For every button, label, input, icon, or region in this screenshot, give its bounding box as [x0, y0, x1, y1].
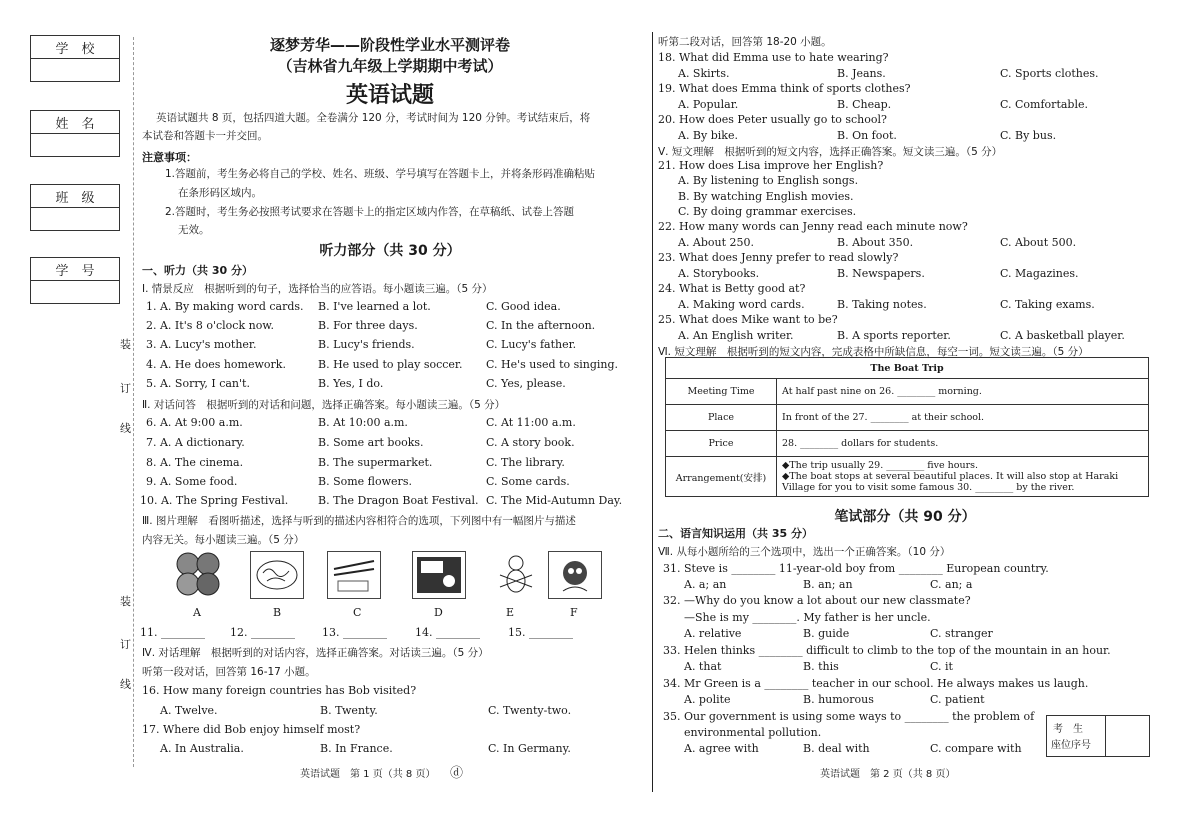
- page-footer: 英语试题 第 2 页（共 8 页）: [820, 769, 956, 780]
- table-title: The Boat Trip: [666, 358, 1149, 379]
- option-a[interactable]: 1. A. By making word cards.: [146, 300, 304, 313]
- name-label: 姓 名: [31, 111, 119, 134]
- question-text: 17. Where did Bob enjoy himself most?: [142, 723, 361, 736]
- option-b[interactable]: B. deal with: [803, 742, 870, 755]
- part-instruction: Ⅲ. 图片理解 看图听描述，选择与听到的描述内容相符合的选项，下列图中有一幅图片与描述: [142, 515, 576, 527]
- section-heading: 一、听力（共 30 分）: [142, 264, 253, 277]
- page-title: 英语试题: [345, 83, 434, 108]
- option-a[interactable]: 10. A. The Spring Festival.: [140, 494, 289, 507]
- question-text: environmental pollution.: [684, 726, 822, 739]
- part-instruction: 内容无关。每小题读三遍。（5 分）: [142, 534, 305, 546]
- option-a[interactable]: A. Popular.: [678, 98, 739, 111]
- option-b[interactable]: B. By watching English movies.: [678, 190, 854, 203]
- notice-item: 无效。: [178, 224, 210, 236]
- student-id-field[interactable]: [30, 257, 120, 304]
- answer-blank[interactable]: 11. ________: [140, 626, 205, 639]
- question-text: 16. How many foreign countries has Bob visited?: [142, 684, 417, 697]
- class-label: 班 级: [31, 185, 119, 208]
- ant-picture: [490, 551, 542, 597]
- option-c[interactable]: C. Taking exams.: [1000, 298, 1095, 311]
- option-a[interactable]: 8. A. The cinema.: [146, 456, 244, 469]
- question-text: 31. Steve is ________ 11-year-old boy from ________ European country.: [663, 562, 1049, 575]
- option-b[interactable]: B. At 10:00 a.m.: [318, 416, 408, 429]
- seat-number-box[interactable]: [1046, 715, 1150, 757]
- answer-blank[interactable]: 13. ________: [322, 626, 387, 639]
- option-b[interactable]: B. On foot.: [837, 129, 897, 142]
- binding-mark: 订: [120, 382, 131, 395]
- part-instruction: Ⅴ. 短文理解 根据听到的短文内容，选择正确答案。短文读三遍。（5 分）: [658, 146, 1003, 158]
- picture-label-e: E: [506, 606, 515, 619]
- question-text: 20. How does Peter usually go to school?: [658, 113, 887, 126]
- binding-line: [133, 37, 134, 767]
- option-c[interactable]: C. patient: [930, 693, 985, 706]
- picture-label-a: A: [193, 606, 201, 619]
- option-a[interactable]: A. By listening to English songs.: [678, 174, 859, 187]
- option-b[interactable]: B. Some art books.: [318, 436, 424, 449]
- option-c[interactable]: C. A basketball player.: [1000, 329, 1125, 342]
- part-instruction: Ⅵ. 短文理解 根据听到的短文内容，完成表格中所缺信息，每空一词。短文读三遍。（5 分）: [658, 346, 1089, 358]
- option-c[interactable]: C. Lucy's father.: [486, 338, 577, 351]
- option-b[interactable]: B. About 350.: [837, 236, 914, 249]
- option-a[interactable]: A. In Australia.: [160, 742, 244, 755]
- option-c[interactable]: C. A story book.: [486, 436, 575, 449]
- option-a[interactable]: 5. A. Sorry, I can't.: [146, 377, 250, 390]
- page-divider: [652, 32, 653, 792]
- table-key: Place: [666, 405, 777, 431]
- dialogue-note: 听第二段对话，回答第 18-20 小题。: [658, 36, 832, 48]
- boat-trip-table: [665, 357, 1149, 497]
- option-a[interactable]: A. that: [684, 660, 722, 673]
- binding-mark: 装: [120, 338, 131, 351]
- option-c[interactable]: C. He's used to singing.: [486, 358, 619, 371]
- option-b[interactable]: B. I've learned a lot.: [318, 300, 431, 313]
- option-a[interactable]: A. Making word cards.: [678, 298, 805, 311]
- option-a[interactable]: 4. A. He does homework.: [146, 358, 286, 371]
- option-c[interactable]: C. stranger: [930, 627, 993, 640]
- dialogue-note: 听第一段对话，回答第 16-17 小题。: [142, 666, 316, 678]
- option-b[interactable]: B. Newspapers.: [837, 267, 925, 280]
- option-a[interactable]: 2. A. It's 8 o'clock now.: [146, 319, 274, 332]
- table-key: Price: [666, 431, 777, 457]
- option-a[interactable]: A. a; an: [684, 578, 727, 591]
- option-c[interactable]: C. By doing grammar exercises.: [678, 205, 857, 218]
- section-title: 笔试部分（共 90 分）: [834, 509, 976, 525]
- part-instruction: Ⅶ. 从每小题所给的三个选项中，选出一个正确答案。（10 分）: [658, 546, 951, 558]
- option-a[interactable]: A. Storybooks.: [678, 267, 760, 280]
- coins-picture: [172, 551, 224, 597]
- table-key: Arrangement(安排): [666, 457, 777, 497]
- table-key: Meeting Time: [666, 379, 777, 405]
- option-c[interactable]: C. In the afternoon.: [486, 319, 596, 332]
- intro-text: 本试卷和答题卡一并交回。: [142, 130, 268, 142]
- school-field[interactable]: [30, 35, 120, 82]
- question-text: —She is my ________. My father is her uncle.: [684, 611, 931, 624]
- school-label: 学 校: [31, 36, 119, 59]
- option-a[interactable]: A. Twelve.: [160, 704, 218, 717]
- option-b[interactable]: B. Some flowers.: [318, 475, 412, 488]
- chopsticks-picture: [327, 551, 381, 599]
- option-a[interactable]: 9. A. Some food.: [146, 475, 238, 488]
- notice-item: 2.答题时，考生务必按照考试要求在答题卡上的指定区域内作答，在草稿纸、试卷上答题: [165, 206, 575, 218]
- option-c[interactable]: C. By bus.: [1000, 129, 1057, 142]
- table-value[interactable]: ◆The trip usually 29. ________ five hours.: [782, 460, 979, 471]
- page-mark: ⓓ: [450, 766, 464, 781]
- seat-label: 考 生: [1053, 724, 1083, 735]
- seat-label: 座位序号: [1051, 740, 1091, 751]
- picture-label-d: D: [434, 606, 443, 619]
- option-c[interactable]: C. compare with: [930, 742, 1022, 755]
- question-text: 18. What did Emma use to hate wearing?: [658, 51, 889, 64]
- option-a[interactable]: A. By bike.: [678, 129, 738, 142]
- option-a[interactable]: A. Skirts.: [678, 67, 730, 80]
- option-b[interactable]: B. For three days.: [318, 319, 418, 332]
- table-value[interactable]: In front of the 27. ________ at their school.: [777, 405, 1149, 431]
- food-plate-picture: [250, 551, 304, 599]
- option-c[interactable]: C. Sports clothes.: [1000, 67, 1099, 80]
- option-b[interactable]: B. The Dragon Boat Festival.: [318, 494, 479, 507]
- binding-mark: 线: [120, 678, 131, 691]
- classroom-picture: [412, 551, 466, 599]
- picture-label-b: B: [273, 606, 282, 619]
- exam-series-title: 逐梦芳华——阶段性学业水平测评卷: [269, 36, 510, 54]
- option-b[interactable]: B. A sports reporter.: [837, 329, 951, 342]
- option-c[interactable]: C. Magazines.: [1000, 267, 1079, 280]
- option-c[interactable]: C. Good idea.: [486, 300, 561, 313]
- option-b[interactable]: B. guide: [803, 627, 850, 640]
- table-value[interactable]: ◆The boat stops at several beautiful places. It will also stop at Haraki Village for you to visit some famous 30. ________ by the river.: [782, 471, 1119, 493]
- option-c[interactable]: C. Yes, please.: [486, 377, 566, 390]
- answer-blank[interactable]: 12. ________: [230, 626, 295, 639]
- option-a[interactable]: A. About 250.: [678, 236, 755, 249]
- part-instruction: Ⅱ. 对话问答 根据听到的对话和问题，选择正确答案。每小题读三遍。（5 分）: [142, 399, 506, 411]
- option-c[interactable]: C. an; a: [930, 578, 973, 591]
- notice-item: 在条形码区域内。: [178, 187, 262, 199]
- question-text: 32. —Why do you know a lot about our new classmate?: [663, 594, 971, 607]
- page-footer: 英语试题 第 1 页（共 8 页）: [300, 769, 436, 780]
- option-c[interactable]: C. it: [930, 660, 953, 673]
- option-b[interactable]: B. this: [803, 660, 839, 673]
- option-b[interactable]: B. Yes, I do.: [318, 377, 384, 390]
- binding-mark: 订: [120, 638, 131, 651]
- option-c[interactable]: C. Twenty-two.: [488, 704, 572, 717]
- picture-label-c: C: [353, 606, 362, 619]
- question-text: 33. Helen thinks ________ difficult to climb to the top of the mountain in an hour.: [663, 644, 1111, 657]
- question-text: 23. What does Jenny prefer to read slowly?: [658, 251, 899, 264]
- table-value[interactable]: At half past nine on 26. ________ morning.: [777, 379, 1149, 405]
- option-b[interactable]: B. Jeans.: [837, 67, 886, 80]
- name-field[interactable]: [30, 110, 120, 157]
- question-text: 19. What does Emma think of sports clothes?: [658, 82, 911, 95]
- option-c[interactable]: C. The library.: [486, 456, 565, 469]
- question-text: 22. How many words can Jenny read each minute now?: [658, 220, 968, 233]
- binding-mark: 装: [120, 595, 131, 608]
- option-c[interactable]: C. Comfortable.: [1000, 98, 1088, 111]
- exam-subtitle: （吉林省九年级上学期期中考试）: [277, 57, 503, 75]
- student-id-label: 学 号: [31, 258, 119, 281]
- option-b[interactable]: B. He used to play soccer.: [318, 358, 463, 371]
- binding-mark: 线: [120, 422, 131, 435]
- option-b[interactable]: B. humorous: [803, 693, 874, 706]
- part-instruction: Ⅰ. 情景反应 根据听到的句子，选择恰当的应答语。每小题读三遍。（5 分）: [142, 283, 493, 295]
- section-title: 听力部分（共 30 分）: [319, 243, 461, 259]
- answer-blank[interactable]: 15. ________: [508, 626, 573, 639]
- option-b[interactable]: B. In France.: [320, 742, 393, 755]
- picture-label-f: F: [570, 606, 578, 619]
- option-a[interactable]: 7. A. A dictionary.: [146, 436, 245, 449]
- question-text: 24. What is Betty good at?: [658, 282, 806, 295]
- question-text: 25. What does Mike want to be?: [658, 313, 838, 326]
- question-text: 21. How does Lisa improve her English?: [658, 159, 884, 172]
- option-b[interactable]: B. Twenty.: [320, 704, 378, 717]
- notice-heading: 注意事项：: [142, 151, 197, 164]
- option-b[interactable]: B. Lucy's friends.: [318, 338, 415, 351]
- option-a[interactable]: 3. A. Lucy's mother.: [146, 338, 257, 351]
- option-b[interactable]: B. The supermarket.: [318, 456, 433, 469]
- option-c[interactable]: C. Some cards.: [486, 475, 570, 488]
- option-c[interactable]: C. The Mid-Autumn Day.: [486, 494, 623, 507]
- question-text: 35. Our government is using some ways to ________ the problem of: [663, 710, 1035, 723]
- question-text: 34. Mr Green is a ________ teacher in our school. He always makes us laugh.: [663, 677, 1089, 690]
- intro-text: 英语试题共 8 页，包括四道大题。全卷满分 120 分，考试时间为 120 分钟。考试结束后，将: [156, 112, 591, 124]
- part-instruction: Ⅳ. 对话理解 根据听到的对话内容，选择正确答案。对话读三遍。（5 分）: [142, 647, 489, 659]
- option-b[interactable]: B. Cheap.: [837, 98, 892, 111]
- option-a[interactable]: A. relative: [684, 627, 742, 640]
- option-a[interactable]: A. agree with: [684, 742, 759, 755]
- option-c[interactable]: C. At 11:00 a.m.: [486, 416, 576, 429]
- option-a[interactable]: A. An English writer.: [678, 329, 794, 342]
- table-value[interactable]: 28. ________ dollars for students.: [777, 431, 1149, 457]
- option-c[interactable]: C. In Germany.: [488, 742, 571, 755]
- option-c[interactable]: C. About 500.: [1000, 236, 1077, 249]
- class-field[interactable]: [30, 184, 120, 231]
- section-heading: 二、语言知识运用（共 35 分）: [658, 527, 813, 540]
- notice-item: 1.答题前，考生务必将自己的学校、姓名、班级、学号填写在答题卡上，并将条形码准确粘贴: [165, 168, 596, 180]
- cartoon-picture: [548, 551, 602, 599]
- option-b[interactable]: B. an; an: [803, 578, 853, 591]
- option-b[interactable]: B. Taking notes.: [837, 298, 927, 311]
- answer-blank[interactable]: 14. ________: [415, 626, 480, 639]
- option-a[interactable]: A. polite: [684, 693, 731, 706]
- option-a[interactable]: 6. A. At 9:00 a.m.: [146, 416, 243, 429]
